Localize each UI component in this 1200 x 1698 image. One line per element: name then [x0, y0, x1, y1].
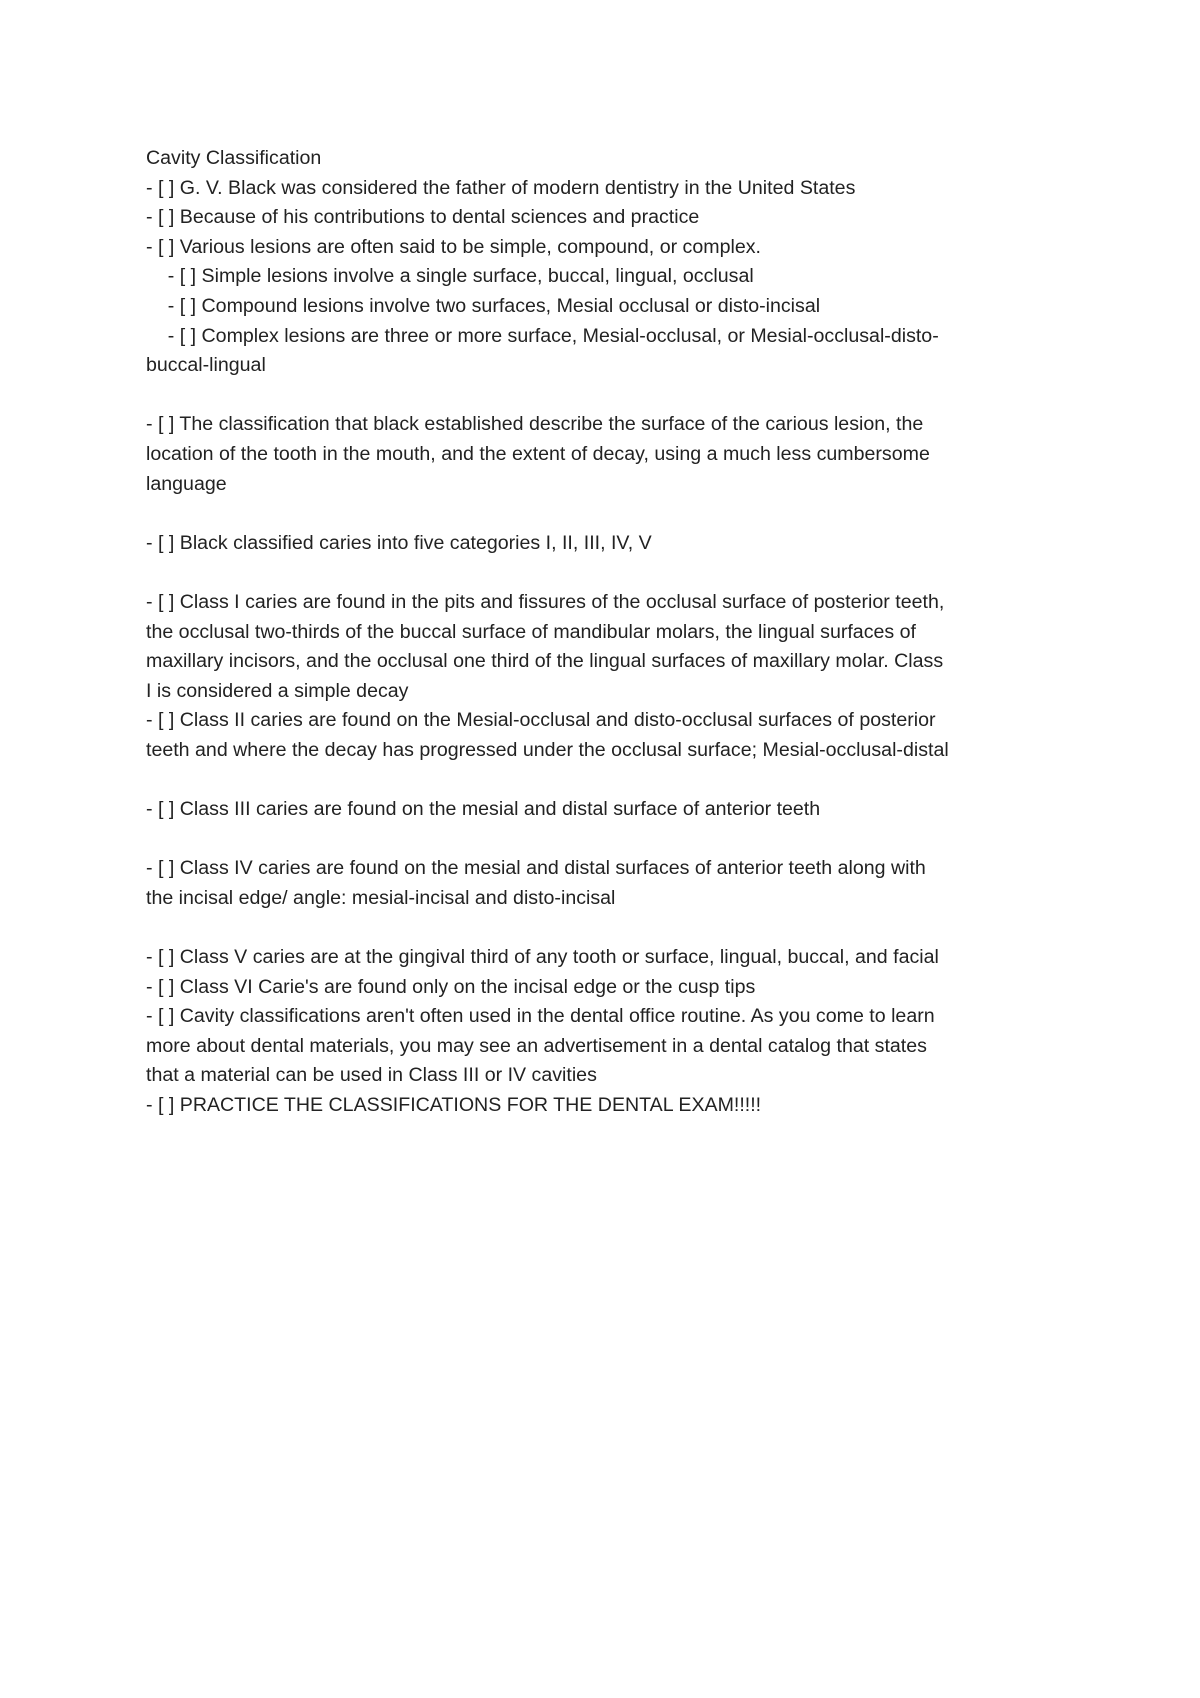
text-line: - [ ] Cavity classifications aren't often used in the dental office routine. As you come to learn [146, 1005, 935, 1028]
text-line: - [ ] Class II caries are found on the Mesial-occlusal and disto-occlusal surfaces of posterior [146, 709, 936, 732]
text-line: - [ ] Class III caries are found on the mesial and distal surface of anterior teeth [146, 798, 821, 821]
text-line: - [ ] Because of his contributions to dental sciences and practice [146, 206, 700, 229]
blank-line [146, 499, 1066, 529]
text-line: - [ ] Class VI Carie's are found only on the incisal edge or the cusp tips [146, 975, 756, 998]
text-line: - [ ] Simple lesions involve a single surface, buccal, lingual, occlusal [146, 265, 754, 288]
text-line: the incisal edge/ angle: mesial-incisal and disto-incisal [146, 886, 616, 909]
text-line: - [ ] Class V caries are at the gingival third of any tooth or surface, lingual, buccal, and facial [146, 946, 939, 969]
text-line: - [ ] Class I caries are found in the pits and fissures of the occlusal surface of posterior teeth, [146, 590, 945, 613]
text-line: - [ ] Compound lesions involve two surfaces, Mesial occlusal or disto-incisal [146, 294, 821, 317]
text-line: language [146, 472, 227, 495]
text-line: more about dental materials, you may see an advertisement in a dental catalog that states [146, 1034, 927, 1057]
text-line: location of the tooth in the mouth, and the extent of decay, using a much less cumbersome [146, 442, 930, 465]
text-line: I is considered a simple decay [146, 679, 409, 702]
document-body [146, 174, 1066, 1121]
document-title: Cavity Classification [146, 147, 322, 169]
blank-line [146, 913, 1066, 943]
blank-line [146, 765, 1066, 795]
text-line: maxillary incisors, and the occlusal one third of the lingual surfaces of maxillary molar. Class [146, 650, 944, 673]
text-line: - [ ] PRACTICE THE CLASSIFICATIONS FOR THE DENTAL EXAM!!!!! [146, 1094, 762, 1116]
blank-line [146, 558, 1066, 588]
document-page [146, 144, 1066, 1121]
text-line: - [ ] Black classified caries into five categories I, II, III, IV, V [146, 531, 652, 554]
blank-line [146, 381, 1066, 411]
text-line: buccal-lingual [146, 354, 266, 377]
text-line: - [ ] Various lesions are often said to be simple, compound, or complex. [146, 235, 761, 258]
text-line: - [ ] The classification that black established describe the surface of the carious lesion, the [146, 413, 924, 436]
text-line: the occlusal two-thirds of the buccal surface of mandibular molars, the lingual surfaces of [146, 620, 916, 643]
text-line: - [ ] Complex lesions are three or more surface, Mesial-occlusal, or Mesial-occlusal-disto- [146, 324, 939, 347]
text-line: that a material can be used in Class III or IV cavities [146, 1064, 597, 1087]
blank-line [146, 825, 1066, 855]
text-line: - [ ] G. V. Black was considered the father of modern dentistry in the United States [146, 176, 856, 199]
text-line: teeth and where the decay has progressed under the occlusal surface; Mesial-occlusal-distal [146, 738, 949, 761]
text-line: - [ ] Class IV caries are found on the mesial and distal surfaces of anterior teeth along with [146, 857, 926, 880]
